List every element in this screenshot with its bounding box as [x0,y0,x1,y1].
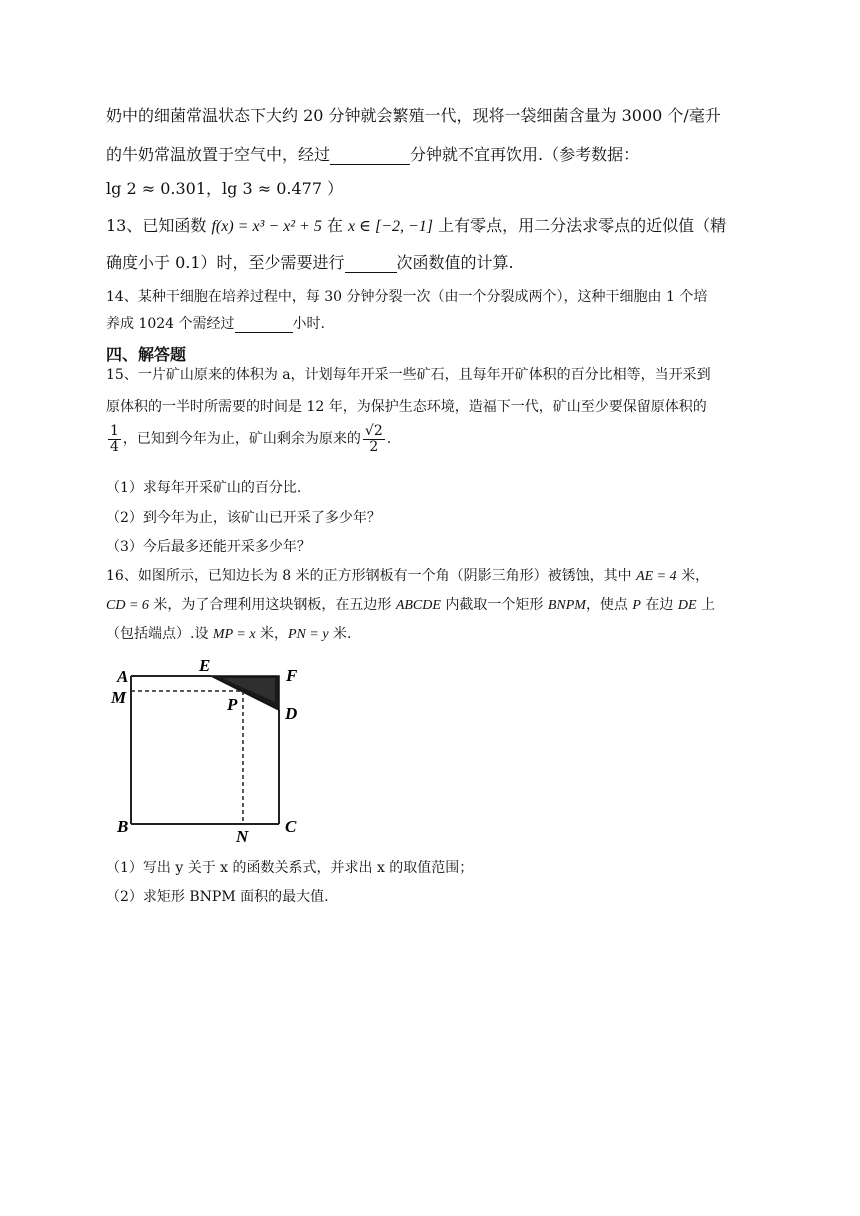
q16-line1-b: 米， [676,568,710,584]
q13-function: f(x) = x³ − x² + 5 [211,218,322,235]
label-f: F [286,666,298,685]
q15-line3-a: ，已知到今年为止，矿山剩余为原来的 [122,431,361,448]
q13-line1-c: 上有零点，用二分法求零点的近似值（精 [433,216,727,235]
q14-line2 [106,313,325,333]
q12-line1: 奶中的细菌常温状态下大约 20 分钟就会繁殖一代，现将一袋细菌含量为 3000 个/毫升 [106,106,721,125]
q15-frac2-denominator: 2 [369,438,379,455]
q15-line1: 15、一片矿山原来的体积为 a，计划每年开采一些矿石，且每年开矿体积的百分比相等，当开采到 [106,367,711,383]
q16-line2-e: 上 [696,597,715,613]
q16-pn: PN = y [287,627,329,642]
label-c: C [285,817,297,836]
q15-sub2: （2）到今年为止，该矿山已开采了多少年？ [106,510,381,526]
q13-line1 [106,213,726,236]
q13-interval: x ∈ [−2, −1] [348,218,434,235]
label-e: E [199,656,211,675]
q16-sub1: （1）写出 y 关于 x 的函数关系式，并求出 x 的取值范围； [106,860,474,876]
q14-answer-blank[interactable] [235,316,293,333]
label-d: D [285,704,298,723]
q16-line3-a: （包括端点）.设 [106,626,213,642]
q15-fraction-root2 [363,424,385,454]
q15-fraction-quarter [108,424,121,454]
q16-mp: MP = x [212,627,256,642]
q14-line2-b: 小时. [292,316,325,332]
label-a: A [117,667,129,686]
label-p: P [227,695,238,714]
q12-reference-data: lg 2 ≈ 0.301，lg 3 ≈ 0.477 ） [106,179,344,198]
q16-line1 [106,565,709,585]
q14-line2-a: 养成 1024 个需经过 [106,316,235,332]
q15-frac1-denominator: 4 [110,438,119,455]
q15-line3 [106,424,391,454]
q15-frac1-numerator: 1 [110,423,119,439]
q15-line2: 原体积的一半时所需要的时间是 12 年，为保护生态环境，造福下一代，矿山至少要保留原体积的 [106,399,707,415]
q13-line2-b: 次函数值的计算. [396,253,514,272]
q15-frac2-numerator: √2 [364,423,383,439]
q15-sub3: （3）今后最多还能开采多少年？ [106,539,311,555]
q16-line2-a: 米，为了合理利用这块钢板，在五边形 [148,597,396,613]
q12-line2 [106,142,639,165]
q16-ae: AE = 4 [636,569,677,584]
q16-bnpm: BNPM [547,598,586,613]
label-m: M [111,688,127,707]
q16-line3 [106,623,351,643]
q15-sub1: （1）求每年开采矿山的百分比. [106,480,302,496]
q16-line2-d: 在边 [640,597,678,613]
q16-cd: CD = 6 [106,598,149,613]
q16-p: P [632,598,641,613]
q16-line3-c: 米. [328,626,352,642]
q13-line1-b: 在 [321,216,349,235]
section-heading: 四、解答题 [106,345,187,364]
q12-line2-b: 分钟就不宜再饮用.（参考数据： [410,145,640,164]
q16-line2-b: 内截取一个矩形 [440,597,548,613]
q13-line2-a: 确度小于 0.1）时，至少需要进行 [106,253,345,272]
q16-line1-a: 16、如图所示，已知边长为 8 米的正方形钢板有一个角（阴影三角形）被锈蚀，其中 [106,568,637,584]
q14-line1: 14、某种干细胞在培养过程中，每 30 分钟分裂一次（由一个分裂成两个），这种干细胞由 1 个培 [106,289,708,305]
q13-line2 [106,250,514,273]
square-plate-figure [100,650,320,845]
q12-line2-a: 的牛奶常温放置于空气中，经过 [106,145,331,164]
q13-line1-a: 13、已知函数 [106,216,212,235]
q16-de: DE [677,598,697,613]
q16-abcde: ABCDE [395,598,441,613]
q12-answer-blank[interactable] [330,145,410,165]
label-b: B [117,817,129,836]
q13-answer-blank[interactable] [345,253,397,273]
q15-line3-b: . [386,431,392,448]
q16-line2-c: ，使点 [585,597,633,613]
q16-sub2: （2）求矩形 BNPM 面积的最大值. [106,889,329,905]
q16-line3-b: 米， [255,626,288,642]
label-n: N [236,827,249,845]
q16-line2 [106,594,715,614]
